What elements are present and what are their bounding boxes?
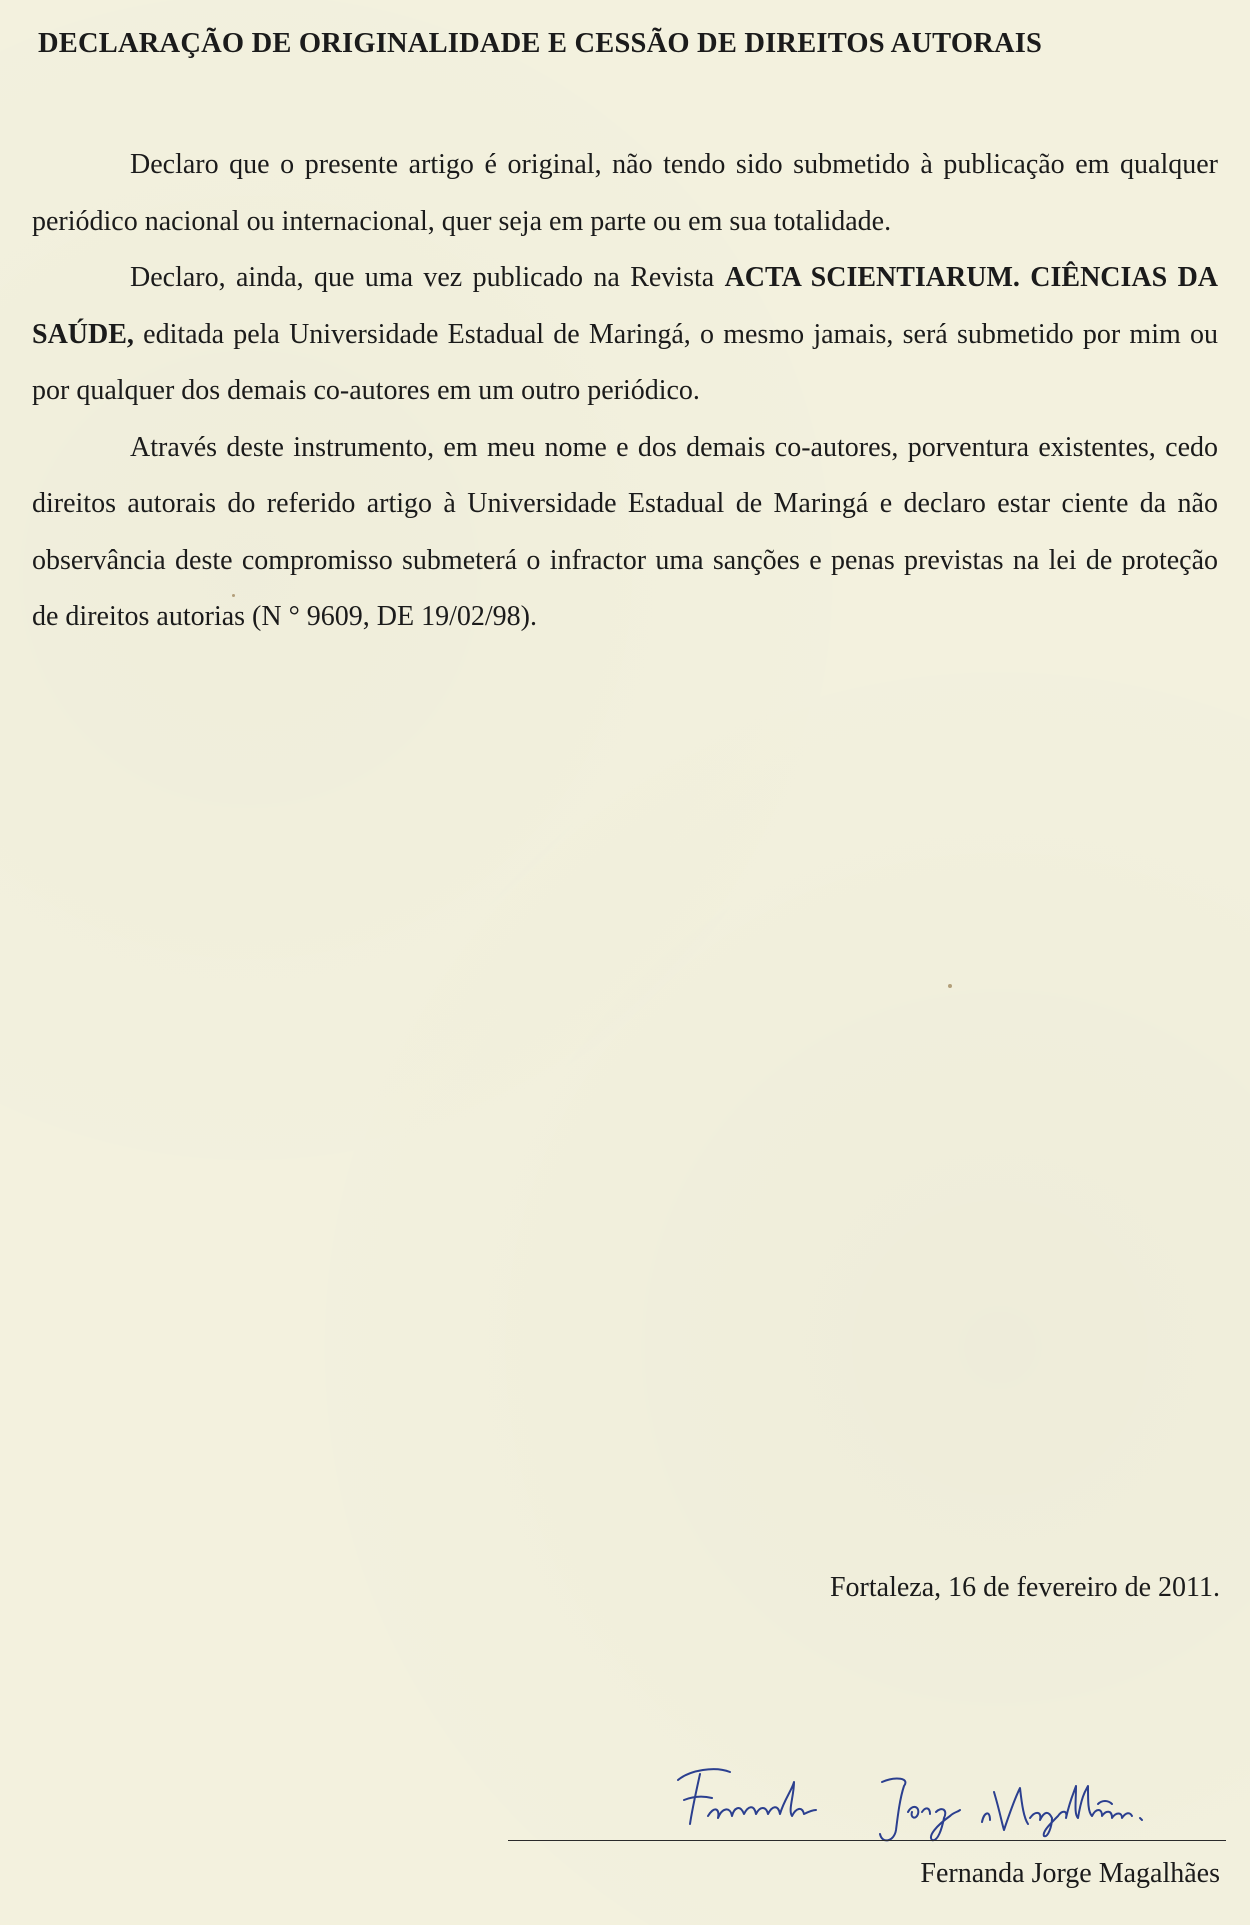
document-body: [32, 137, 1218, 646]
journal-name: ACTA SCIENTIARUM. CIÊNCIAS DA SAÚDE,: [32, 262, 1219, 350]
place-and-date: Fortaleza, 16 de fevereiro de 2011.: [829, 1572, 1220, 1603]
paragraph-publication-suffix: editada pela Universidade Estadual de Maringá, o mesmo jamais, será submetido por mim ou por qualquer dos demais co-autores em um outro periódico.: [32, 318, 1218, 406]
paragraph-publication-prefix: Declaro, ainda, que uma vez publicado na Revista: [130, 262, 725, 293]
paper-speck: [948, 984, 952, 988]
paragraph-rights-transfer: Através deste instrumento, em meu nome e dos demais co-autores, porventura existentes, cedo direitos autorais do referido artigo à Universidade Estadual de Maringá e declaro estar ciente da não observância deste compromisso submeterá o infractor uma sanções e penas previstas na lei de proteção de direitos autorias (N ° 9609, DE 19/02/98).: [32, 431, 1218, 632]
signatory-name: Fernanda Jorge Magalhães: [920, 1858, 1220, 1889]
handwritten-signature: [660, 1752, 1220, 1852]
paragraph-publication: [32, 250, 1218, 420]
signature-line: [508, 1840, 1226, 1841]
paragraph-originality: Declaro que o presente artigo é original, não tendo sido submetido à publicação em qualquer periódico nacional ou internacional, quer seja em parte ou em sua totalidade.: [32, 149, 1218, 237]
paper-speck: [232, 594, 235, 597]
document-title: DECLARAÇÃO DE ORIGINALIDADE E CESSÃO DE DIREITOS AUTORAIS: [38, 28, 1043, 59]
